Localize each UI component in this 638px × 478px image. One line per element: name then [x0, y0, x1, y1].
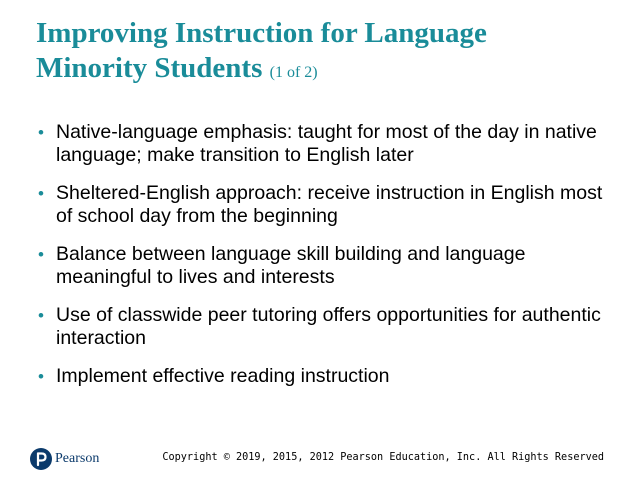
bullet-item	[36, 365, 616, 388]
slide-title-suffix: (1 of 2)	[269, 64, 318, 81]
bullet-icon: •	[38, 245, 44, 264]
bullet-text: Use of classwide peer tutoring offers opportunities for authentic interaction	[56, 304, 601, 349]
bullet-item	[36, 304, 616, 350]
bullet-list	[36, 121, 616, 403]
bullet-icon: •	[38, 184, 44, 203]
bullet-text: Balance between language skill building and language meaningful to lives and interests	[56, 243, 526, 288]
pearson-logo-text: Pearson	[55, 451, 100, 466]
bullet-icon: •	[38, 367, 44, 386]
bullet-text: Native-language emphasis: taught for most of the day in native language; make transition to English later	[56, 121, 597, 166]
bullet-text: Implement effective reading instruction	[56, 365, 390, 387]
slide-title-main: Improving Instruction for Language Minority Students	[36, 17, 487, 84]
pearson-logo	[30, 447, 99, 471]
bullet-item	[36, 182, 616, 228]
slide-title	[36, 16, 596, 90]
bullet-item	[36, 121, 616, 167]
pearson-p-glyph	[30, 448, 52, 470]
bullet-icon: •	[38, 123, 44, 142]
bullet-icon: •	[38, 306, 44, 325]
bullet-item	[36, 243, 616, 289]
pearson-p-icon	[30, 448, 52, 470]
copyright-notice: Copyright © 2019, 2015, 2012 Pearson Education, Inc. All Rights Reserved	[162, 452, 604, 463]
bullet-text: Sheltered-English approach: receive instruction in English most of school day from the beginning	[56, 182, 603, 227]
